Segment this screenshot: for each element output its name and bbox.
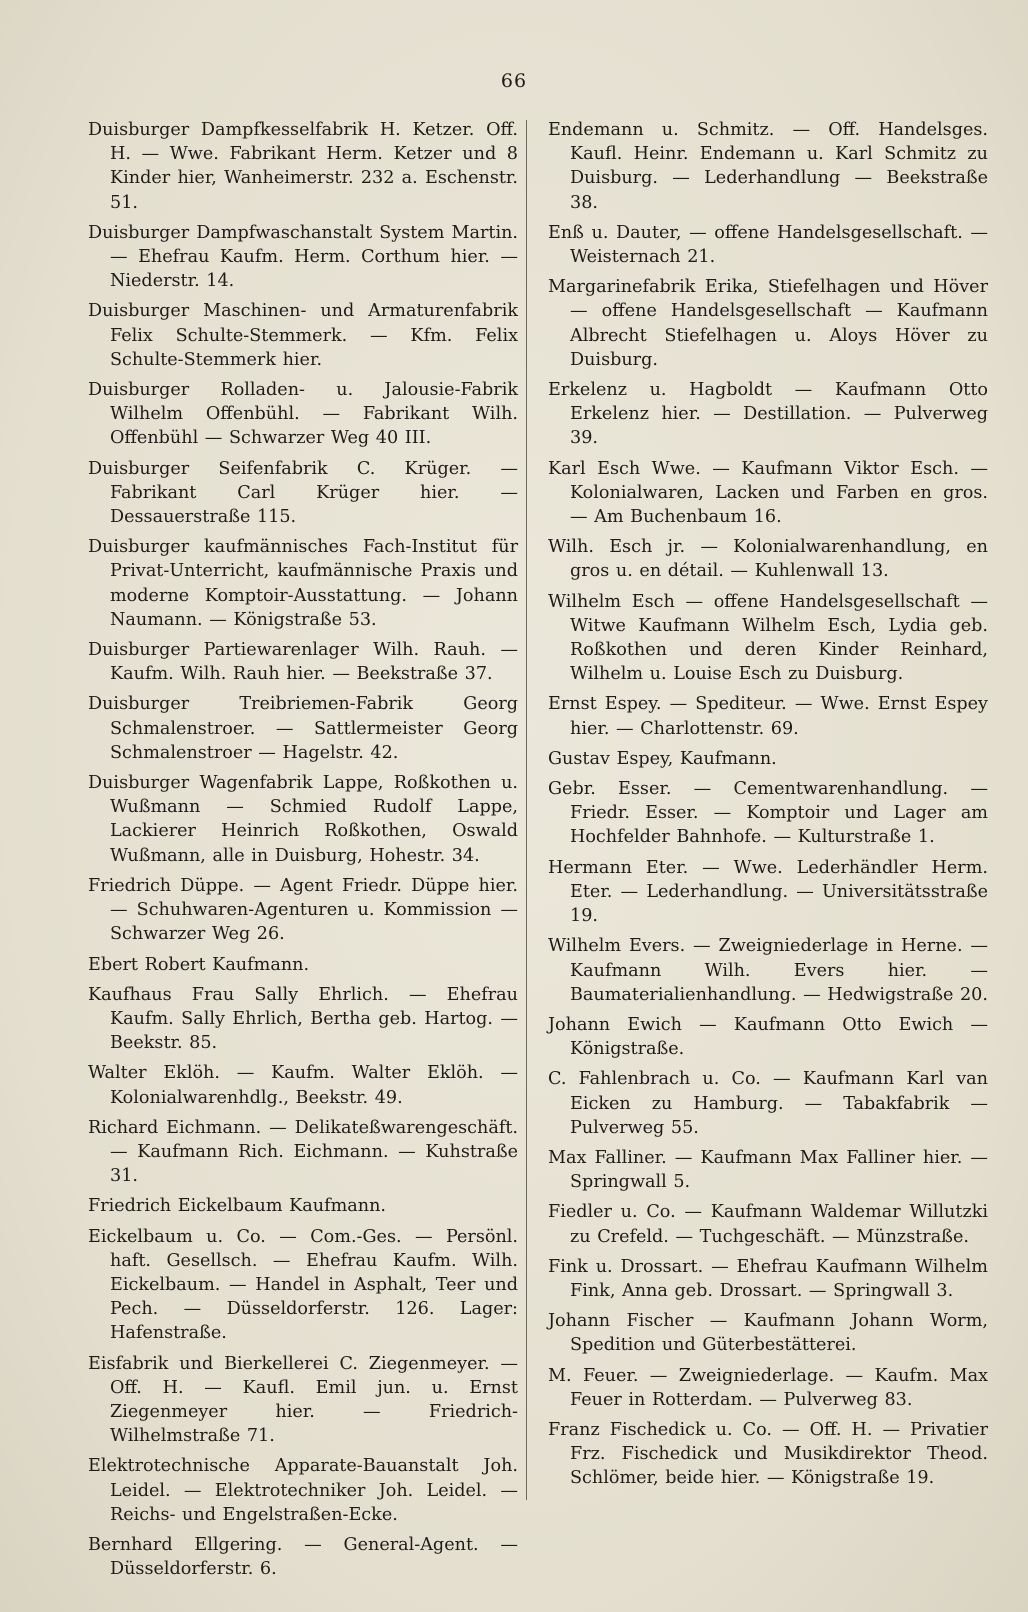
- directory-entry: Ebert Robert Kaufmann.: [88, 954, 310, 975]
- directory-entry: Max Falliner. — Kaufmann Max Falliner hier. — Springwall 5.: [548, 1147, 988, 1193]
- right-column: [548, 118, 988, 1497]
- directory-entry: Endemann u. Schmitz. — Off. Handelsges. Kaufl. Heinr. Endemann u. Karl Schmitz zu Duisburg. — Lederhandlung — Beekstraße 38.: [548, 120, 988, 213]
- directory-entry: Fiedler u. Co. — Kaufmann Waldemar Willutzki zu Crefeld. — Tuchgeschäft. — Münzstraße.: [548, 1202, 988, 1247]
- directory-entry: Fink u. Drossart. — Ehefrau Kaufmann Wilhelm Fink, Anna geb. Drossart. — Springwall 3.: [548, 1256, 988, 1301]
- directory-entry: Duisburger Treibriemen-Fabrik Georg Schmalenstroer. — Sattlermeister Georg Schmalenstroer — Hagelstr. 42.: [88, 694, 518, 763]
- directory-entry: Erkelenz u. Hagboldt — Kaufmann Otto Erkelenz hier. — Destillation. — Pulverweg 39.: [548, 380, 988, 449]
- directory-entry: Eisfabrik und Bierkellerei C. Ziegenmeyer. — Off. H. — Kaufl. Emil jun. u. Ernst Ziegenmeyer hier. — Friedrich-Wilhelmstraße 71.: [88, 1353, 518, 1447]
- directory-entry: Kaufhaus Frau Sally Ehrlich. — Ehefrau Kaufm. Sally Ehrlich, Bertha geb. Hartog. — Beekstr. 85.: [88, 984, 518, 1054]
- left-column: [88, 118, 518, 1587]
- directory-entry: Duisburger Seifenfabrik C. Krüger. — Fabrikant Carl Krüger hier. — Dessauerstraße 115.: [88, 458, 518, 528]
- directory-entry: Duisburger Rolladen- u. Jalousie-Fabrik Wilhelm Offenbühl. — Fabrikant Wilh. Offenbühl — Schwarzer Weg 40 III.: [88, 380, 518, 449]
- directory-entry: Duisburger kaufmännisches Fach-Institut für Privat-Unterricht, kaufmännische Praxis und moderne Komptoir-Ausstattung. — Johann Naumann. — Königstraße 53.: [88, 537, 518, 630]
- directory-entry: Duisburger Dampfwaschanstalt System Martin. — Ehefrau Kaufm. Herm. Corthum hier. — Niederstr. 14.: [88, 222, 518, 292]
- directory-entry: Johann Ewich — Kaufmann Otto Ewich — Königstraße.: [548, 1014, 988, 1060]
- directory-entry: Gebr. Esser. — Cementwarenhandlung. — Friedr. Esser. — Komptoir und Lager am Hochfelder Bahnhofe. — Kulturstraße 1.: [548, 779, 988, 848]
- directory-entry: Duisburger Partiewarenlager Wilh. Rauh. — Kaufm. Wilh. Rauh hier. — Beekstraße 37.: [88, 640, 518, 685]
- page-number: 66: [500, 70, 528, 92]
- directory-entry: Friedrich Eickelbaum Kaufmann.: [88, 1196, 387, 1217]
- directory-entry: Eickelbaum u. Co. — Com.-Ges. — Persönl. haft. Gesellsch. — Ehefrau Kaufm. Wilh. Eickelbaum. — Handel in Asphalt, Teer und Pech. — Düsseldorferstr. 126. Lager: Hafenstraße.: [88, 1226, 518, 1344]
- directory-entry: Friedrich Düppe. — Agent Friedr. Düppe hier. — Schuhwaren-Agenturen u. Kommission — Schwarzer Weg 26.: [88, 875, 518, 945]
- directory-entry: Wilhelm Esch — offene Handelsgesellschaft — Witwe Kaufmann Wilhelm Esch, Lydia geb. Roßkothen und deren Kinder Reinhard, Wilhelm u. Louise Esch zu Duisburg.: [548, 591, 988, 685]
- directory-entry: Bernhard Ellgering. — General-Agent. — Düsseldorferstr. 6.: [88, 1534, 518, 1580]
- directory-entry: M. Feuer. — Zweigniederlage. — Kaufm. Max Feuer in Rotterdam. — Pulverweg 83.: [548, 1365, 988, 1410]
- directory-entry: Enß u. Dauter, — offene Handelsgesellschaft. — Weisternach 21.: [548, 222, 988, 268]
- directory-entry: Gustav Espey, Kaufmann.: [548, 748, 777, 769]
- column-divider: [526, 120, 527, 1500]
- directory-entry: Wilhelm Evers. — Zweigniederlage in Herne. — Kaufmann Wilh. Evers hier. — Baumaterialienhandlung. — Hedwigstraße 20.: [548, 936, 988, 1005]
- directory-entry: Ernst Espey. — Spediteur. — Wwe. Ernst Espey hier. — Charlottenstr. 69.: [548, 694, 988, 739]
- directory-entry: Margarinefabrik Erika, Stiefelhagen und Höver — offene Handelsgesellschaft — Kaufmann Albrecht Stiefelhagen u. Aloys Höver zu Duisburg.: [548, 277, 988, 370]
- directory-entry: Walter Eklöh. — Kaufm. Walter Eklöh. — Kolonialwarenhdlg., Beekstr. 49.: [88, 1063, 518, 1108]
- directory-entry: Franz Fischedick u. Co. — Off. H. — Privatier Frz. Fischedick und Musikdirektor Theod. Schlömer, beide hier. — Königstraße 19.: [548, 1419, 988, 1489]
- directory-entry: Wilh. Esch jr. — Kolonialwarenhandlung, en gros u. en détail. — Kuhlenwall 13.: [548, 537, 988, 582]
- directory-entry: Duisburger Wagenfabrik Lappe, Roßkothen u. Wußmann — Schmied Rudolf Lappe, Lackierer Heinrich Roßkothen, Oswald Wußmann, alle in Duisburg, Hohestr. 34.: [88, 773, 518, 866]
- directory-entry: Duisburger Maschinen- und Armaturenfabrik Felix Schulte-Stemmerk. — Kfm. Felix Schulte-Stemmerk hier.: [88, 301, 518, 370]
- directory-entry: Elektrotechnische Apparate-Bauanstalt Joh. Leidel. — Elektrotechniker Joh. Leidel. — Reichs- und Engelstraßen-Ecke.: [88, 1456, 518, 1525]
- directory-entry: Duisburger Dampfkesselfabrik H. Ketzer. Off. H. — Wwe. Fabrikant Herm. Ketzer und 8 Kinder hier, Wanheimerstr. 232 a. Eschenstr. 51.: [88, 120, 518, 213]
- directory-entry: Hermann Eter. — Wwe. Lederhändler Herm. Eter. — Lederhandlung. — Universitätsstraße 19.: [548, 857, 988, 927]
- directory-entry: Johann Fischer — Kaufmann Johann Worm, Spedition und Güterbestätterei.: [548, 1311, 988, 1356]
- directory-entry: Richard Eichmann. — Delikateßwarengeschäft. — Kaufmann Rich. Eichmann. — Kuhstraße 31.: [88, 1117, 518, 1187]
- directory-entry: C. Fahlenbrach u. Co. — Kaufmann Karl van Eicken zu Hamburg. — Tabakfabrik — Pulverweg 55.: [548, 1069, 988, 1138]
- directory-entry: Karl Esch Wwe. — Kaufmann Viktor Esch. — Kolonialwaren, Lacken und Farben en gros. — Am Buchenbaum 16.: [548, 458, 988, 528]
